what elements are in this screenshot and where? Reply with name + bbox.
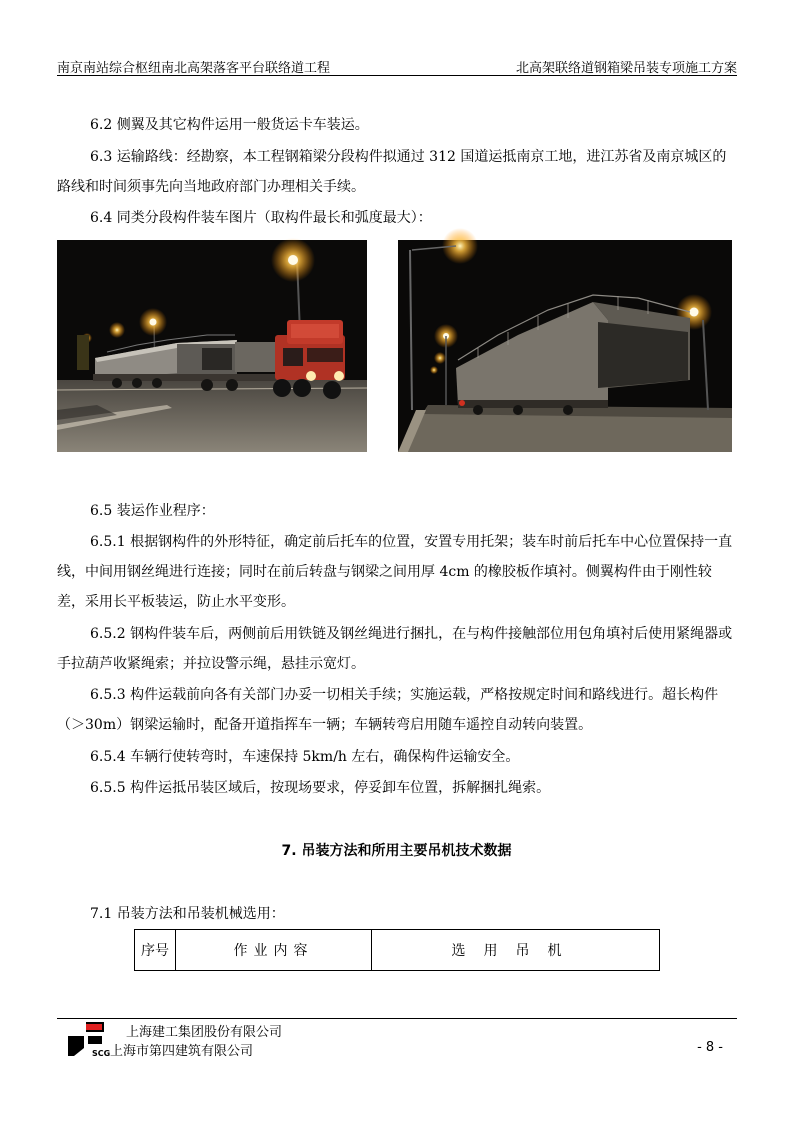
paragraph-6-5: 6.5 装运作业程序： [90, 503, 215, 519]
header-cell-work-content: 作业内容 [176, 930, 372, 971]
header-project-title: 南京南站综合枢纽南北高架落客平台联络道工程 [57, 61, 331, 76]
footer-divider [57, 1018, 737, 1019]
paragraph-6-5-4: 6.5.4 车辆行使转弯时，车速保持 5km/h 左右，确保构件运输安全。 [90, 749, 520, 765]
paragraph-6-5-3: 6.5.3 构件运载前向各有关部门办妥一切相关手续；实施运载，严格按规定时间和路线进行。超长构件（＞30m）钢梁运输时，配备开道指挥车一辆；车辆转弯启用随车遥控自动转向装置。 [57, 687, 719, 733]
truck-transport-photo-2 [398, 240, 732, 452]
truck-transport-photo-1 [57, 240, 367, 452]
section-7-title: 7. 吊装方法和所用主要吊机技术数据 [281, 843, 512, 859]
paragraph-6-5-1: 6.5.1 根据钢构件的外形特征，确定前后托车的位置，安置专用托架；装车时前后托车中心位置保持一直线，中间用钢丝绳进行连接；同时在前后转盘与钢梁之间用厚 4cm 的橡胶板作填衬。侧翼构件由于刚性较差，采用长平板装运，防止水平变形。 [57, 534, 733, 610]
paragraph-6-2: 6.2 侧翼及其它构件运用一般货运卡车装运。 [90, 117, 369, 133]
footer-company-1: 上海建工集团股份有限公司 [126, 1025, 283, 1040]
paragraph-6-3: 6.3 运输路线：经勘察，本工程钢箱梁分段构件拟通过 312 国道运抵南京工地，进江苏省及南京城区的路线和时间须事先向当地政府部门办理相关手续。 [57, 149, 727, 195]
footer-company-2: 上海市第四建筑有限公司 [110, 1044, 254, 1059]
table-header-row [135, 930, 660, 971]
header-cell-number: 序号 [135, 930, 176, 971]
header-cell-crane [372, 930, 660, 971]
header-cell-crane-label: 选用吊机 [451, 943, 580, 959]
page-number: - 8 - [697, 1040, 723, 1055]
page-header [57, 57, 737, 76]
section-7-1-heading: 7.1 吊装方法和吊装机械选用： [90, 906, 285, 922]
scg-logo [68, 1022, 111, 1058]
crane-selection-table [134, 929, 660, 971]
paragraph-6-5-2: 6.5.2 钢构件装车后，两侧前后用铁链及钢丝绳进行捆扎，在与构件接触部位用包角填衬后使用紧绳器或手拉葫芦收紧绳索；并拉设警示绳，悬挂示宽灯。 [57, 626, 733, 672]
paragraph-6-5-5: 6.5.5 构件运抵吊装区域后，按现场要求，停妥卸车位置，拆解捆扎绳索。 [90, 780, 551, 796]
header-document-title: 北高架联络道钢箱梁吊装专项施工方案 [515, 61, 737, 76]
svg-text:SCG: SCG [92, 1049, 111, 1058]
paragraph-6-4: 6.4 同类分段构件装车图片（取构件最长和弧度最大）： [90, 210, 432, 226]
